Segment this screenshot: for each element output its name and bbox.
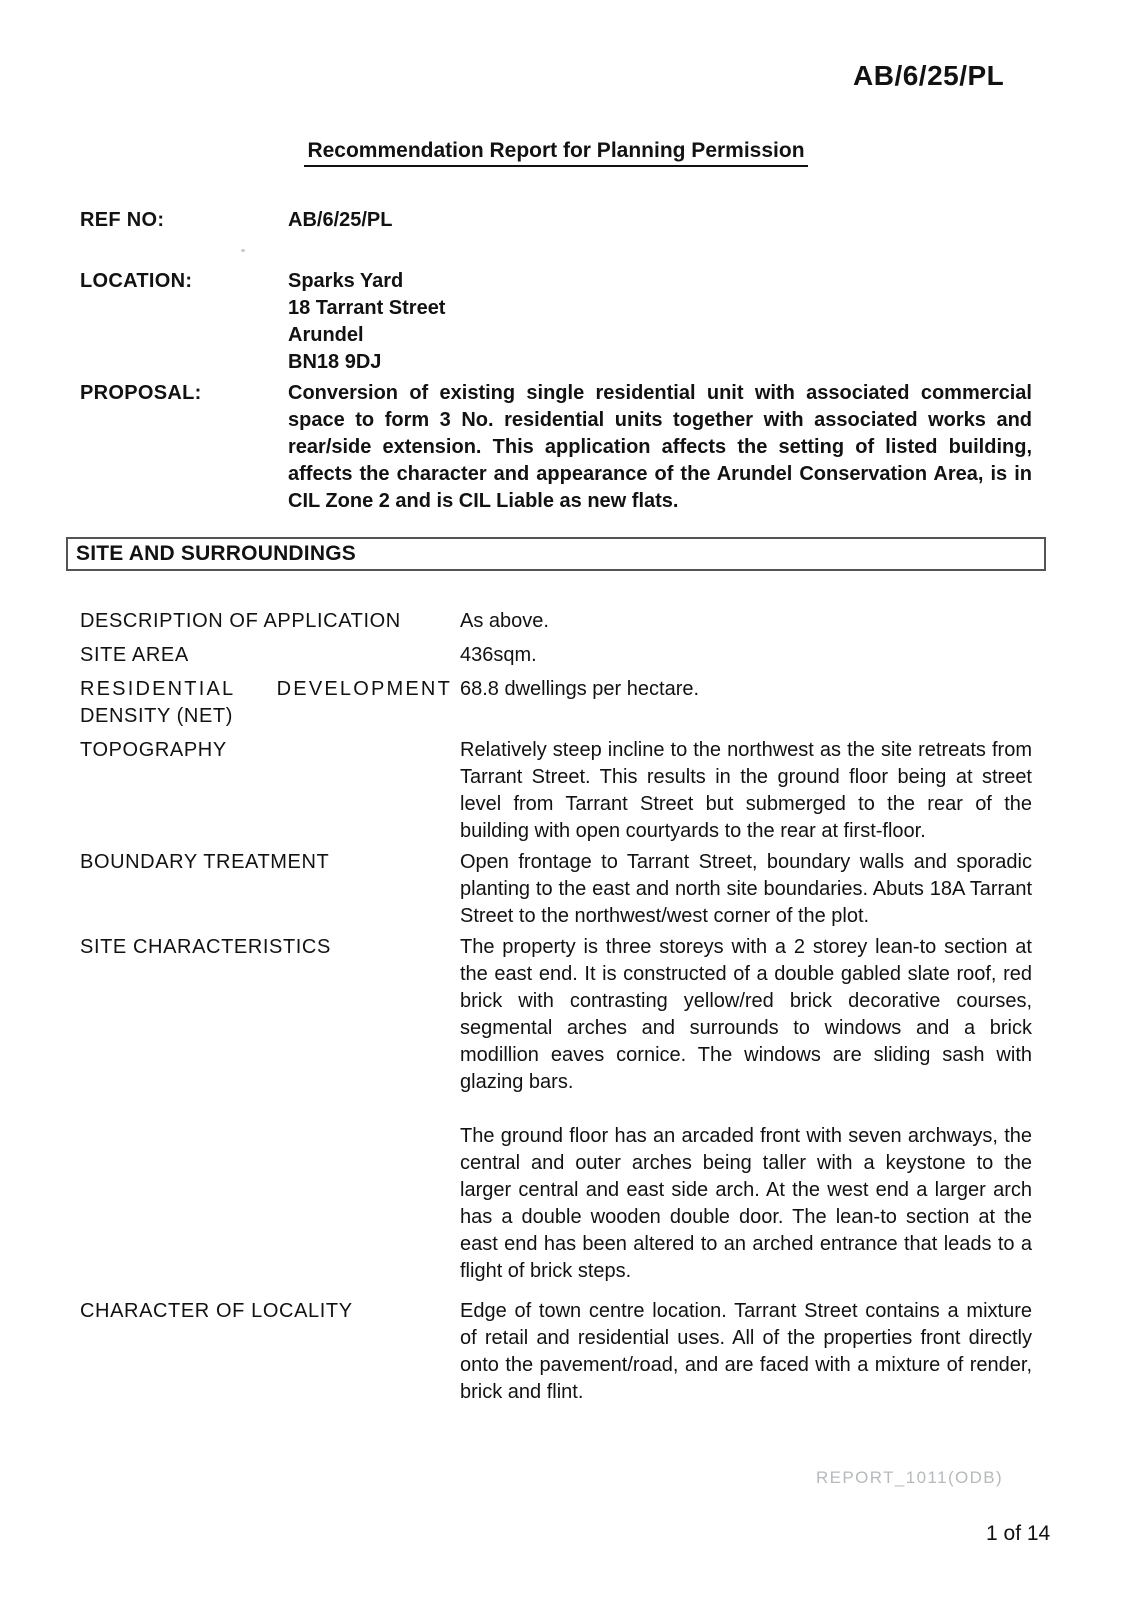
field-row-residential-density xyxy=(80,676,1032,730)
character-of-locality-label: CHARACTER OF LOCALITY xyxy=(80,1300,353,1322)
boundary-treatment-label: BOUNDARY TREATMENT xyxy=(80,851,330,873)
ref-no-label: REF NO: xyxy=(80,209,165,231)
page-title: Recommendation Report for Planning Permission xyxy=(304,139,807,167)
field-row-site-characteristics xyxy=(80,934,1032,1285)
field-row-character-of-locality xyxy=(80,1298,1032,1406)
section-heading-box xyxy=(66,537,1046,571)
ref-no-value: AB/6/25/PL xyxy=(288,209,393,231)
document-ref-number: AB/6/25/PL xyxy=(853,60,1005,91)
boundary-treatment-value: Open frontage to Tarrant Street, boundary walls and sporadic planting to the east and north site boundaries. Abuts 18A Tarrant Street to the northwest/west corner of the plot. xyxy=(460,851,1032,927)
residential-density-value: 68.8 dwellings per hectare. xyxy=(460,678,700,700)
section-heading: SITE AND SURROUNDINGS xyxy=(76,542,356,565)
scan-artifact-dot xyxy=(241,249,245,252)
topography-value: Relatively steep incline to the northwest as the site retreats from Tarrant Street. This results in the ground floor being at street level from Tarrant Street but submerged to the rear of the building with open courtyards to the rear at first-floor. xyxy=(460,739,1032,842)
field-row-description-of-application xyxy=(80,608,1032,635)
proposal-value: Conversion of existing single residential unit with associated commercial space to form 3 No. residential units together with associated works and rear/side extension. This application affects the setting of listed building, affects the character and appearance of the Arundel Conservation Area, is in CIL Zone 2 and is CIL Liable as new flats. xyxy=(288,382,1032,512)
field-row-site-area xyxy=(80,642,1032,669)
residential-density-label-line-2: DENSITY (NET) xyxy=(80,705,233,727)
location-label: LOCATION: xyxy=(80,270,193,292)
location-line-2: 18 Tarrant Street xyxy=(288,297,446,319)
page-number: 1 of 14 xyxy=(986,1522,1051,1545)
site-characteristics-paragraph-2: The ground floor has an arcaded front with seven archways, the central and outer arches being taller with a keystone to the larger central and east side arch. At the west end a larger arch has a double wooden double door. The lean-to section at the east end has been altered to an arched entrance that leads to a flight of brick steps. xyxy=(460,1125,1032,1282)
site-characteristics-paragraph-1: The property is three storeys with a 2 storey lean-to section at the east end. It is constructed of a double gabled slate roof, red brick with contrasting yellow/red brick decorative courses, segmental arches and surrounds to windows and a brick modillion eaves cornice. The windows are sliding sash with glazing bars. xyxy=(460,936,1032,1093)
character-of-locality-value: Edge of town centre location. Tarrant Street contains a mixture of retail and residential uses. All of the properties front directly onto the pavement/road, and are faced with a mixture of render, brick and flint. xyxy=(460,1300,1032,1403)
site-characteristics-label: SITE CHARACTERISTICS xyxy=(80,936,331,958)
field-row-ref-no xyxy=(80,207,1032,234)
site-area-label: SITE AREA xyxy=(80,644,189,666)
field-row-proposal xyxy=(80,380,1032,515)
title-container xyxy=(80,139,1032,167)
location-line-4: BN18 9DJ xyxy=(288,351,382,373)
site-area-value: 436sqm. xyxy=(460,644,537,666)
location-line-3: Arundel xyxy=(288,324,364,346)
residential-density-label-line-1: RESIDENTIAL DEVELOPMENT xyxy=(80,678,452,700)
report-watermark: REPORT_1011(ODB) xyxy=(816,1468,1004,1487)
residential-density-label xyxy=(80,676,460,730)
site-characteristics-value xyxy=(460,934,1032,1285)
field-row-location xyxy=(80,268,1032,376)
location-value xyxy=(288,268,1032,376)
topography-label: TOPOGRAPHY xyxy=(80,739,227,761)
proposal-label: PROPOSAL: xyxy=(80,382,202,404)
location-line-1: Sparks Yard xyxy=(288,270,404,292)
field-row-topography xyxy=(80,737,1032,845)
field-row-boundary-treatment xyxy=(80,849,1032,930)
description-of-application-label: DESCRIPTION OF APPLICATION xyxy=(80,610,401,632)
description-of-application-value: As above. xyxy=(460,610,549,632)
